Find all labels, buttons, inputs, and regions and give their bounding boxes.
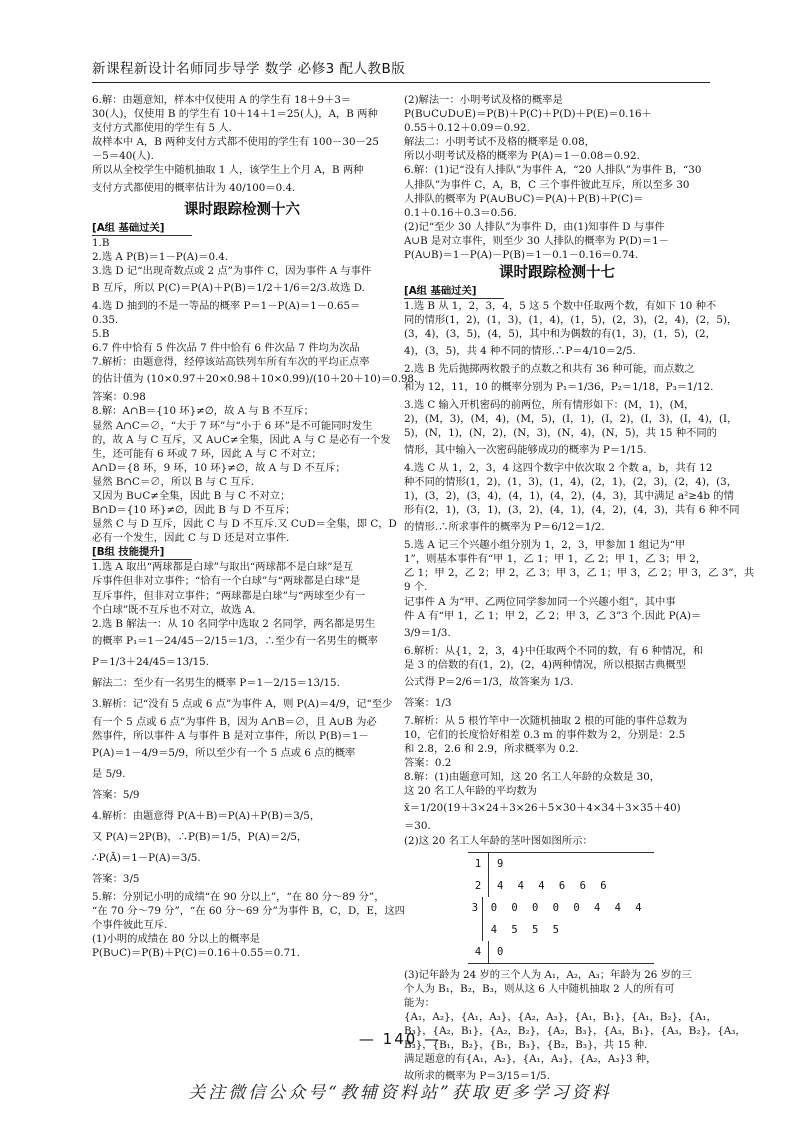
right-column-lower <box>404 968 746 1088</box>
right-column <box>404 93 755 1087</box>
text-line: 和为 12，11，10 的概率分别为 P₁＝1/36，P₂＝1/18，P₃＝1/12. <box>404 380 714 393</box>
text-line: 的，故 A 与 C 互斥，又 A∪C≠全集，因此 A 与 C 是必有一个发 <box>92 433 391 446</box>
text-line: 显然 A∩C＝∅，“大于 7 环”与“小于 6 环”是不可能同时发生 <box>92 419 373 432</box>
text-line: 的概率 P₁＝1－24/45－2/15＝1/3，∴至少有一名男生的概率 <box>92 634 378 647</box>
text-line: 1.选 A 取出“两球都是白球”与取出“两球都不是白球”是互 <box>92 561 354 574</box>
text-line: 1.B <box>92 236 110 249</box>
right-column-upper <box>404 93 755 848</box>
text-line: P(B∪C)＝P(B)＋P(C)＝0.16＋0.55＝0.71. <box>92 947 300 960</box>
text-line: 答案：0.2 <box>404 757 452 770</box>
text-line: B 互斥，所以 P(C)＝P(A)＋P(B)＝1/2＋1/6＝2/3.故选 D. <box>92 281 365 294</box>
text-line: 情形，其中输入一次密码能够成功的概率为 P＝1/15. <box>404 443 647 456</box>
text-line: 乙 1；甲 2，乙 2；甲 2，乙 3；甲 3，乙 1；甲 3，乙 2；甲 3，乙 3”，共 <box>404 567 755 580</box>
text-line: ∴P(Ā)＝1－P(A)＝3/5. <box>92 852 201 864</box>
text-line: 3.解析：记“没有 5 点或 6 点”为事件 A，则 P(A)＝4/9，记“至少 <box>92 697 393 710</box>
text-line: 5)，(N，1)，(N，2)，(N，3)，(N，4)，(N，5)，共 15 种不同的 <box>404 426 717 439</box>
text-line: 2.选 B 解法一：从 10 名同学中选取 2 名同学，两名都是男生 <box>92 617 376 630</box>
text-line: 6.解：(1)记“没有人排队”为事件 A，“20 人排队”为事件 B，“30 <box>404 164 702 177</box>
text-line: 必有一个发生，因此 C 与 D 还是对立事件. <box>92 532 290 545</box>
text-line: 支付方式都使用的概率估计为 40/100＝0.4. <box>92 181 296 194</box>
text-line: 1)，(3，2)，(3，4)，(4，1)，(4，2)，(4，3)，其中满足 a²≥4b 的情 <box>404 489 734 502</box>
text-line: A∪B 是对立事件，则至少 30 人排队的概率为 P(D)＝1－ <box>404 234 669 247</box>
text-line: 这 20 名工人年龄的平均数为 <box>404 785 537 798</box>
text-line: 个白球”既不互斥也不对立，故选 A. <box>92 603 256 616</box>
text-line: 解法二：小明考试不及格的概率是 0.08， <box>404 136 595 149</box>
text-line: 种不同的情形(1，2)，(1，3)，(1，4)，(2，1)，(2，3)，(2，4)，(3， <box>404 475 738 488</box>
text-line: 能为： <box>404 996 435 1009</box>
text-line: 2.选 A P(B)＝1－P(A)＝0.4. <box>92 250 229 263</box>
text-line: 5.B <box>92 328 110 341</box>
text-line: 3.选 C 输入开机密码的前两位，所有情形如下：(M，1)，(M， <box>404 398 695 411</box>
text-line: 答案：1/3 <box>404 696 452 709</box>
text-line: 显然 C 与 D 互斥，因此 C 与 D 不互斥.又 C∪D＝全集，即 C，D <box>92 518 397 531</box>
text-line: 同的情形(1，2)，(1，3)，(1，4)，(1，5)，(2，3)，(2，4)，(2，5)， <box>404 314 738 327</box>
stem-value: 1 <box>468 853 489 875</box>
leaf-values: 9 <box>497 857 508 870</box>
text-line: 3/9＝1/3. <box>404 626 451 639</box>
text-line: 30(人)，仅使用 B 的学生有 10＋14＋1＝25(人)，A，B 两种 <box>92 108 378 121</box>
text-line: P(B∪C∪D∪E)＝P(B)＋P(C)＋P(D)＋P(E)＝0.16＋ <box>404 108 652 121</box>
text-line: (2)这 20 名工人年龄的茎叶图如图所示： <box>404 834 593 847</box>
group-heading: [A组 基础过关] <box>404 284 504 299</box>
text-line: 4.选 D 抽到的不是一等品的概率 P＝1－P(A)＝1－0.65＝ <box>92 299 361 312</box>
text-line: 7.解析：由题意得，经停该站高铁列车所有车次的平均正点率 <box>92 356 370 369</box>
text-line: 6.7 件中恰有 5 件次品 7 件中恰有 6 件次品 7 件均为次品 <box>92 342 360 355</box>
text-line: B₃}，{A₂，B₁}，{A₂，B₂}，{A₂，B₃}，{A₃，B₁}，{A₃，B₂}，{A₃， <box>404 1025 746 1038</box>
text-line: 5.解：分别记小明的成绩“在 90 分以上”，“在 80 分～89 分”， <box>92 891 385 903</box>
text-line: x̄＝1/20(19＋3×24＋3×26＋5×30＋4×34＋3×35＋40) <box>404 802 681 815</box>
running-header: 新课程新设计名师同步导学 数学 必修3 配人教B版 <box>92 58 710 83</box>
text-line: 1”，则基本事件有“甲 1，乙 1；甲 1，乙 2；甲 1，乙 3；甲 2， <box>404 553 707 566</box>
text-line: 形有(2，1)，(3，1)，(3，2)，(4，1)，(4，2)，(4，3)，共有 6 种不同 <box>404 504 740 517</box>
text-line: 6.解析：从{1，2，3，4}中任取两个不同的数，有 6 种情况，和 <box>404 644 704 657</box>
stem-value: 3 <box>468 897 483 941</box>
text-line: 答案：5/9 <box>92 789 140 801</box>
text-line: 然事件，所以事件 A 与事件 B 是对立事件，所以 P(B)＝1－ <box>92 729 369 742</box>
text-line: (2)记“至少 30 人排队”为事件 D，由(1)知事件 D 与事件 <box>404 220 665 233</box>
page-number: — 140 — <box>358 1030 442 1048</box>
text-line: 4.选 C 从 1，2，3，4 这四个数字中依次取 2 个数 a，b，共有 12 <box>404 461 713 474</box>
text-line: 又 P(A)＝2P(B)，∴P(B)＝1/5，P(A)＝2/5， <box>92 831 308 843</box>
text-line: 是 5/9. <box>92 768 126 780</box>
text-line: 互斥事件，但非对立事件；“两球都是白球”与“两球至少有一 <box>92 589 366 602</box>
text-line: 人排队”为事件 C，A，B，C 三个事件彼此互斥，所以至多 30 <box>404 178 690 191</box>
text-line: ＝30. <box>404 820 431 833</box>
stem-value: 4 <box>468 941 489 963</box>
text-line: 4)，(3，5)，共 4 种不同的情形.∴P＝4/10＝2/5. <box>404 345 636 358</box>
text-line: 10，它们的长度恰好相差 0.3 m 的事件数为 2，分别是：2.5 <box>404 729 686 741</box>
text-line: －5＝40(人). <box>92 150 154 163</box>
text-line: 又因为 B∪C≠全集，因此 B 与 C 不对立； <box>92 489 291 502</box>
text-line: 个事件彼此互斥. <box>92 919 168 932</box>
text-line: 有一个 5 点或 6 点”为事件 B，因为 A∩B＝∅，且 A∪B 为必 <box>92 715 377 728</box>
text-line: 解法二：至少有一名男生的概率 P＝1－2/15＝13/15. <box>92 676 340 689</box>
text-line: 个人为 B₁，B₂，B₃，则从这 6 人中随机抽取 2 人的所有可 <box>404 982 675 995</box>
text-line: 人排队的概率为 P(A∪B∪C)＝P(A)＋P(B)＋P(C)＝ <box>404 192 644 205</box>
text-line: (2)解法一：小明考试及格的概率是 <box>404 94 563 106</box>
text-line: (3，4)，(3，5)，(4，5)，其中和为偶数的有(1，3)，(1，5)，(2， <box>404 328 716 341</box>
text-line: 记事件 A 为“甲、乙两位同学参加同一个兴趣小组”，其中事 <box>404 595 676 608</box>
text-line: 0.55＋0.12＋0.09＝0.92. <box>404 122 530 135</box>
text-line: 4.解析：由题意得 P(A＋B)＝P(A)＋P(B)＝3/5， <box>92 810 321 822</box>
stem-leaf-row <box>468 941 654 963</box>
text-line: P＝1/3＋24/45＝13/15. <box>92 655 210 668</box>
text-line: 8.解：A∩B＝{10 环}≠∅，故 A 与 B 不互斥； <box>92 405 314 418</box>
text-line: 支付方式都使用的学生有 5 人. <box>92 122 232 135</box>
stem-leaf-row <box>468 853 654 875</box>
text-line: B₃}，{B₁，B₂}，{B₁，B₃}，{B₂，B₃}，共 15 种. <box>404 1039 648 1052</box>
text-line: 斥事件但非对立事件；“恰有一个白球”与“两球都是白球”是 <box>92 575 361 588</box>
text-line: 2)，(M，3)，(M，4)，(M，5)，(I，1)，(I，2)，(I，3)，(I，4)，(I， <box>404 412 738 425</box>
text-line: B∩D＝{10 环}≠∅，因此 B 与 D 不互斥； <box>92 504 296 517</box>
stem-leaf-row <box>468 875 654 897</box>
section-title: 课时跟踪检测十六 <box>184 201 300 218</box>
text-line: P(A∪B)＝1－P(A)－P(B)＝1－0.1－0.16＝0.74. <box>404 249 639 262</box>
stem-leaf-plot <box>468 852 654 964</box>
leaf-values: 4 4 4 6 6 6 <box>497 879 611 892</box>
group-heading: [A组 基础过关] <box>92 221 192 236</box>
leaf-values: 0 0 0 0 0 4 4 4 4 5 5 5 <box>490 901 646 936</box>
text-line: 的估计值为 (10×0.97＋20×0.98＋10×0.99)/(10＋20＋10)＝0.98. <box>92 373 418 386</box>
text-line: 3.选 D 记“出现奇数点或 2 点”为事件 C，因为事件 A 与事件 <box>92 264 372 277</box>
leaf-values: 0 <box>497 945 508 958</box>
stem-value: 2 <box>468 875 489 897</box>
text-line: 生，还可能有 6 环或 7 环，因此 A 与 C 不对立； <box>92 447 322 460</box>
text-line: 故样本中 A，B 两种支付方式都不使用的学生有 100－30－25 <box>92 136 379 149</box>
text-line: “在 70 分～79 分”，“在 60 分～69 分”为事件 B，C，D，E，这四 <box>92 905 405 918</box>
text-line: 所以从全校学生中随机抽取 1 人，该学生上个月 A，B 两种 <box>92 164 364 177</box>
text-line: 是 3 的倍数的有(1，2)，(2，4)两种情况，所以根据古典概型 <box>404 658 686 671</box>
text-line: 0.1＋0.16＋0.3＝0.56. <box>404 206 517 219</box>
text-line: 9 个. <box>404 581 428 594</box>
text-line: (1)小明的成绩在 80 分以上的概率是 <box>92 933 261 946</box>
stem-leaf-row <box>468 897 654 941</box>
text-line: (3)记年龄为 24 岁的三个人为 A₁，A₂，A₃；年龄为 26 岁的三 <box>404 968 692 981</box>
section-title: 课时跟踪检测十七 <box>499 265 615 282</box>
text-line: {A₁，A₂}，{A₁，A₃}，{A₂，A₃}，{A₁，B₁}，{A₁，B₂}，{A₁， <box>404 1010 717 1023</box>
text-line: 7.解析：从 5 根竹竿中一次随机抽取 2 根的可能的事件总数为 <box>404 714 688 727</box>
text-line: 8.解：(1)由题意可知，这 20 名工人年龄的众数是 30， <box>404 771 661 784</box>
text-line: 故所求的概率为 P＝3/15＝1/5. <box>404 1070 550 1083</box>
text-line: 显然 B∩C＝∅，所以 B 与 C 互斥. <box>92 475 255 488</box>
text-line: 答案：3/5 <box>92 873 140 885</box>
text-line: A∩D＝{8 环，9 环，10 环}≠∅，故 A 与 D 不互斥； <box>92 461 346 474</box>
text-line: 件 A 有“甲 1，乙 1；甲 2，乙 2；甲 3，乙 3”3 个.因此 P(A)＝ <box>404 609 702 622</box>
text-line: 0.35. <box>92 313 119 326</box>
text-line: 所以小明考试及格的概率为 P(A)＝1－0.08＝0.92. <box>404 150 640 163</box>
footer-note: 关注微信公众号“教辅资料站”获取更多学习资料 <box>188 1083 612 1103</box>
text-line: 2.选 B 先后抛掷两枚骰子的点数之和共有 36 种可能，而点数之 <box>404 363 695 376</box>
text-line: 1.选 B 从 1，2，3，4，5 这 5 个数中任取两个数，有如下 10 种不 <box>404 300 717 313</box>
text-line: 和 2.8，2.6 和 2.9，所求概率为 0.2. <box>404 743 579 756</box>
text-line: 满足题意的有{A₁，A₂}，{A₁，A₃}，{A₂，A₃}3 种， <box>404 1053 657 1066</box>
group-heading: [B组 技能提升] <box>92 545 192 560</box>
text-line: 6.解：由题意知，样本中仅使用 A 的学生有 18＋9＋3＝ <box>92 94 352 106</box>
text-line: 公式得 P＝2/6＝1/3，故答案为 1/3. <box>404 675 574 688</box>
text-line: 答案：0.98 <box>92 391 146 404</box>
text-line: 的情形.∴所求事件的概率为 P＝6/12＝1/2. <box>404 521 605 534</box>
text-line: P(A)＝1－4/9＝5/9，所以至少有一个 5 点或 6 点的概率 <box>92 747 356 759</box>
text-line: 5.选 A 记三个兴趣小组分别为 1，2，3，甲参加 1 组记为“甲 <box>404 539 686 552</box>
